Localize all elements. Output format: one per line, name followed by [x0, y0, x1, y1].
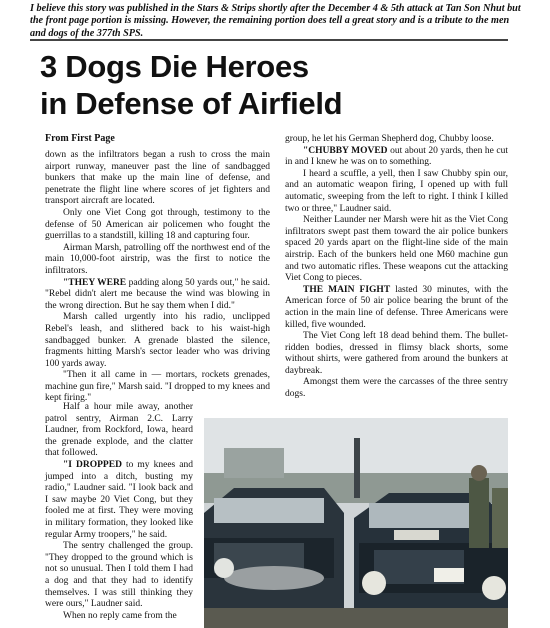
- paragraph: group, he let his German Shepherd dog, Chubby loose.: [285, 134, 494, 144]
- paragraph: "Then it all came in — mortars, rockets grenades, machine gun fire," Marsh said. "I dropped to my knees and kept firing.": [45, 370, 270, 404]
- photo-trucks-illustration: [204, 418, 508, 628]
- headline: [40, 48, 520, 122]
- paragraph: Neither Launder ner Marsh were hit as the Viet Cong infiltrators swept past them toward the air police bunkers spaced 20 yards apart on the flight-line side of the main airstrip. Each of the bunkers held one M60 machine gun and two automatic rifles. These weapons cut the attacking Viet Cong to pieces.: [285, 215, 508, 284]
- paragraph: Airman Marsh, patrolling off the northwest end of the main 10,000-foot airstrip, was the first to notice the infiltrators.: [45, 242, 270, 276]
- paragraph: The Viet Cong left 18 dead behind them. The bullet-ridden bodies, dressed in flimsy black shorts, some without shirts, were gathered from around the bunkers at daybreak.: [285, 331, 508, 376]
- paragraph: THE MAIN FIGHT lasted 30 minutes, with the American force of 50 air police bearing the brunt of the action in the main line of defense. Three Americans were killed, five wounded.: [285, 284, 508, 330]
- paragraph: Amongst them were the carcasses of the three sentry dogs.: [285, 377, 508, 400]
- column-2: [285, 134, 508, 401]
- paragraph: "I DROPPED to my knees and jumped into a ditch, busting my radio," Laudner said. "I look back and I saw maybe 20 Viet Cong, but they fooled me at first. They were moving in military formation, they looked like regular Army troopers," he said.: [45, 459, 193, 540]
- paragraph: I heard a scuffle, a yell, then I saw Chubby spin our, and an automatic weapon firing, I opened up with full automatic, sweeping from the left to right. I think I killed two or three," Laudner said.: [285, 168, 508, 214]
- paragraph: down as the infiltrators began a rush to cross the main airport runway, maneuver past the line of sandbagged bunkers that make up the main line of defense, and penetrate the flight line where scores of jet fighters and transport aircraft are located.: [45, 150, 270, 207]
- paragraph: Half a hour mile away, another patrol sentry, Airman 2.C. Larry Laudner, from Rockford, Iowa, heard the grenade explode, and the clatter that followed.: [45, 402, 193, 459]
- headline-line-2: in Defense of Airfield: [40, 86, 343, 121]
- paragraph: The sentry challenged the group. "They dropped to the ground which is not so unusual. Then I told them I had a dog and that they had to identify themselves. I was still thinking they were ours," Laudner said.: [45, 541, 193, 610]
- paragraph: "THEY WERE padding along 50 yards out," he said. "Rebel didn't alert me because the wind was blowing in the wrong direction. But he say them when I did.": [45, 277, 270, 311]
- intro-note: I believe this story was published in the Stars & Strips shortly after the December 4 & 5th attack at Tan Son Nhut but the front page portion is missing. However, the remaining portion does tell a great story and is a tribute to the men and dogs of the 377th SPS.: [30, 3, 521, 39]
- paragraph: Marsh called urgently into his radio, unclipped Rebel's leash, and slithered back to his waist-high sandbagged bunker. A grenade blasted the silence, fragments hitting Marsh's sector leader who was driving 100 yards away.: [45, 312, 270, 369]
- paragraph: Only one Viet Cong got through, testimony to the defense of 50 American air policemen who fought the guerrillas to a standstill, killing 18 and capturing four.: [45, 207, 270, 242]
- paragraph: "CHUBBY MOVED out about 20 yards, then he cut in and I knew he was on to something.: [285, 145, 508, 168]
- dateline: From First Page: [45, 133, 115, 144]
- column-1-bottom: [45, 402, 193, 622]
- column-1-top: [45, 150, 270, 405]
- paragraph: When no reply came from the: [63, 610, 177, 621]
- headline-line-1: 3 Dogs Die Heroes: [40, 49, 309, 84]
- divider-rule: [30, 39, 508, 41]
- news-photo: [204, 418, 508, 628]
